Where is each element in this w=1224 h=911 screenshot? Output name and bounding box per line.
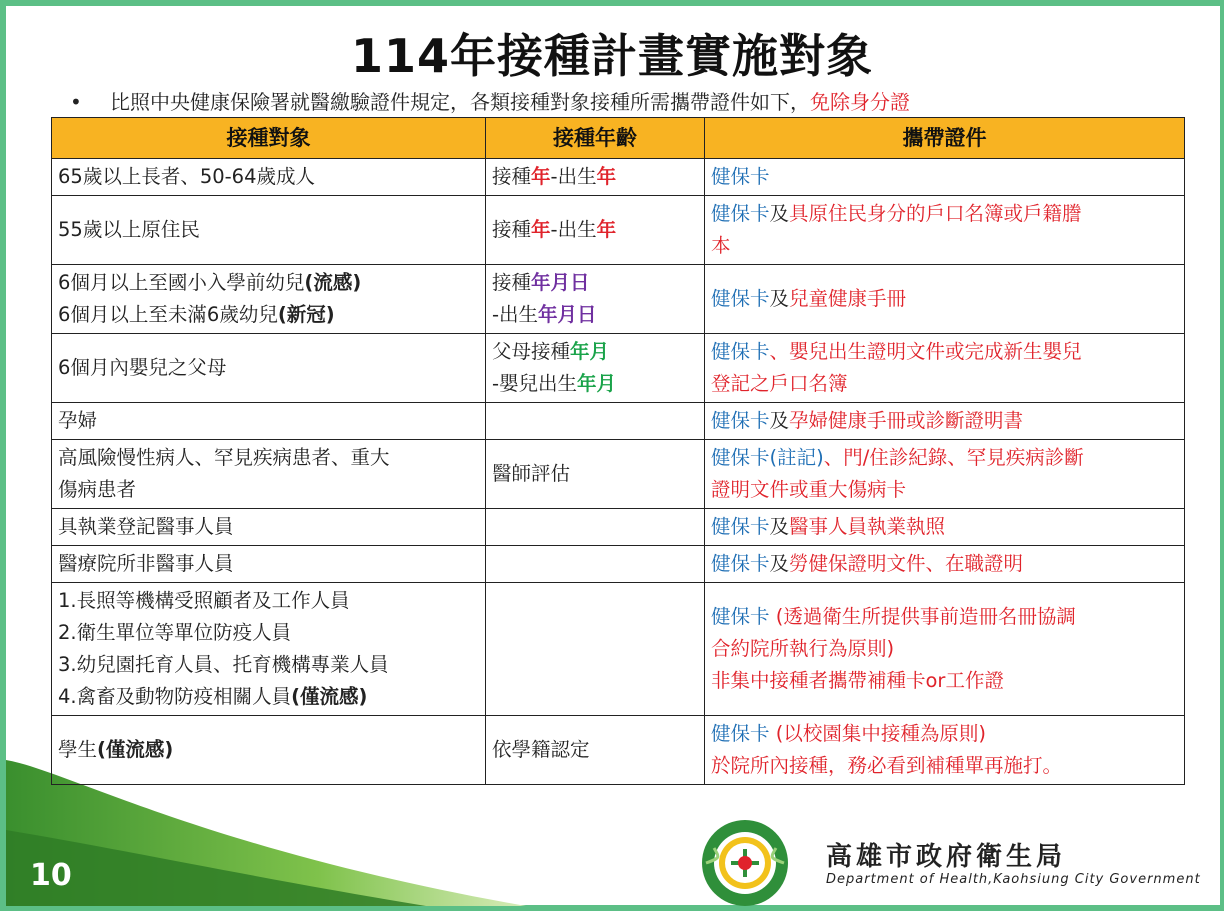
target-cell [52,440,486,509]
documents-segment: 勞健保證明文件、在職證明 [789,552,1024,575]
documents-segment: 健保卡 [711,722,770,745]
documents-line [711,665,1178,697]
table-row [52,403,1185,440]
documents-cell [705,334,1185,403]
bullet-icon: • [70,90,82,114]
age-line [492,336,698,368]
age-segment: 年 [531,218,551,241]
documents-segment: 健保卡(註記) [711,446,824,469]
target-segment: (僅流感) [97,738,174,761]
target-line: 具執業登記醫事人員 [58,515,234,538]
age-cell [486,159,705,196]
age-segment: 醫師評估 [492,462,571,485]
documents-segment: 兒童健康手冊 [789,287,907,310]
table-row [52,159,1185,196]
age-segment: -出生 [492,303,539,326]
documents-segment: 及 [769,287,790,310]
target-segment: 2.衛生單位等單位防疫人員 [58,621,292,644]
header-documents: 攜帶證件 [705,118,1185,159]
intro-text: 比照中央健康保險署就醫繳驗證件規定，各類接種對象接種所需攜帶證件如下， [110,90,810,114]
documents-segment: 健保卡 [711,515,770,538]
org-name-zh: 高雄市政府衛生局 [826,842,1067,872]
target-cell [52,196,486,265]
documents-segment: 本 [711,234,731,257]
documents-line [711,442,1178,474]
page-number: 10 [30,858,72,893]
documents-segment: 健保卡 [711,409,770,432]
documents-segment: 及 [769,515,790,538]
target-segment: 6個月以上至未滿6歲幼兒 [58,303,278,326]
documents-line [711,336,1178,368]
documents-segment: 、嬰兒出生證明文件或完成新生嬰兒 [769,340,1082,363]
age-segment: 父母接種 [492,340,571,363]
age-segment: 接種 [492,271,532,294]
age-segment: 年月 [577,372,617,395]
vaccination-targets-table [51,117,1185,785]
table-row [52,196,1185,265]
table-row [52,265,1185,334]
table-row [52,509,1185,546]
age-cell [486,334,705,403]
documents-cell [705,509,1185,546]
documents-segment: 健保卡 [711,287,770,310]
age-segment: 依學籍認定 [492,738,590,761]
target-cell [52,159,486,196]
documents-segment: 非集中接種者攜帶補種卡or工作證 [711,669,1004,692]
target-cell [52,583,486,716]
documents-line [711,161,1178,193]
documents-line [711,198,1178,230]
table-row [52,334,1185,403]
header-age: 接種年齡 [486,118,705,159]
documents-segment: 及 [769,552,790,575]
documents-line [711,718,1178,750]
target-line [58,267,479,299]
target-cell [52,334,486,403]
documents-segment: 及 [769,202,790,225]
age-cell [486,583,705,716]
age-segment: -出生 [550,165,597,188]
age-cell [486,546,705,583]
age-segment: 年 [596,165,617,188]
header-target: 接種對象 [52,118,486,159]
age-line [492,458,698,490]
documents-cell [705,159,1185,196]
target-segment: 1.長照等機構受照顧者及工作人員 [58,589,350,612]
age-cell [486,440,705,509]
documents-segment: 、門/住診紀錄、罕見疾病診斷 [823,446,1084,469]
documents-segment: 健保卡 [711,552,770,575]
age-line [492,734,698,766]
documents-segment: 登記之戶口名簿 [711,372,848,395]
age-line [492,368,698,400]
target-segment: 3.幼兒園托育人員、托育機構專業人員 [58,653,389,676]
documents-segment: 於院所內接種，務必看到補種單再施打。 [711,754,1063,777]
documents-segment: (透過衛生所提供事前造冊名冊協調 [769,605,1076,628]
documents-cell [705,196,1185,265]
documents-cell [705,265,1185,334]
documents-segment: 健保卡 [711,340,770,363]
documents-segment: 健保卡 [711,165,770,188]
documents-line [711,548,1178,580]
documents-segment: 孕婦健康手冊或診斷證明書 [789,409,1024,432]
documents-cell [705,403,1185,440]
age-cell [486,196,705,265]
table-row [52,546,1185,583]
age-cell [486,716,705,785]
target-segment: (流感) [304,271,362,294]
age-line [492,299,698,331]
documents-segment: (以校園集中接種為原則) [769,722,986,745]
target-line [58,681,479,713]
org-name-en: Department of Health,Kaohsiung City Government [826,872,1201,887]
target-line: 6個月內嬰兒之父母 [58,356,227,379]
table-row [52,583,1185,716]
target-cell [52,265,486,334]
documents-segment: 及 [769,409,790,432]
documents-segment: 健保卡 [711,202,770,225]
target-line: 孕婦 [58,409,98,432]
documents-cell [705,546,1185,583]
documents-line [711,633,1178,665]
age-segment: 年月日 [531,271,590,294]
intro-note [70,86,910,115]
target-line: 高風險慢性病人、罕見疾病患者、重大 [58,446,390,469]
age-segment: 年月日 [538,303,597,326]
documents-cell [705,583,1185,716]
documents-line [711,283,1178,315]
target-segment: 6個月以上至國小入學前幼兒 [58,271,305,294]
documents-segment: 合約院所執行為原則) [711,637,895,660]
age-line [492,161,698,193]
target-cell [52,716,486,785]
documents-line [711,601,1178,633]
table-row [52,440,1185,509]
documents-line [711,474,1178,506]
health-bureau-seal-icon [700,818,790,908]
documents-line [711,405,1178,437]
documents-segment: 健保卡 [711,605,770,628]
documents-line [711,511,1178,543]
age-segment: 接種 [492,165,532,188]
target-line [58,299,479,331]
age-cell [486,403,705,440]
age-cell [486,265,705,334]
target-segment: (新冠) [277,303,335,326]
documents-cell [705,716,1185,785]
target-cell [52,546,486,583]
documents-segment: 醫事人員執業執照 [789,515,946,538]
age-segment: 年 [596,218,617,241]
documents-segment: 證明文件或重大傷病卡 [711,478,907,501]
age-segment: 年 [531,165,551,188]
intro-highlight: 免除身分證 [810,90,910,114]
age-segment: 接種 [492,218,532,241]
documents-cell [705,440,1185,509]
target-line: 傷病患者 [58,478,137,501]
documents-line [711,368,1178,400]
target-line [58,617,479,649]
target-cell [52,509,486,546]
target-line: 65歲以上長者、50-64歲成人 [58,165,315,188]
age-segment: 年月 [570,340,610,363]
age-segment: -出生 [550,218,597,241]
age-cell [486,509,705,546]
documents-line [711,750,1178,782]
target-line [58,649,479,681]
target-line: 55歲以上原住民 [58,218,200,241]
documents-segment: 具原住民身分的戶口名簿或戶籍謄 [789,202,1082,225]
age-line [492,214,698,246]
documents-line [711,230,1178,262]
table-row [52,716,1185,785]
table-header-row [52,118,1185,159]
target-line [58,585,479,617]
target-line: 醫療院所非醫事人員 [58,552,234,575]
target-segment: 4.禽畜及動物防疫相關人員 [58,685,292,708]
page-title: 114年接種計畫實施對象 [350,29,874,83]
target-segment: (僅流感) [291,685,368,708]
target-segment: 學生 [58,738,98,761]
target-line [58,734,479,766]
age-segment: -嬰兒出生 [492,372,578,395]
target-cell [52,403,486,440]
age-line [492,267,698,299]
